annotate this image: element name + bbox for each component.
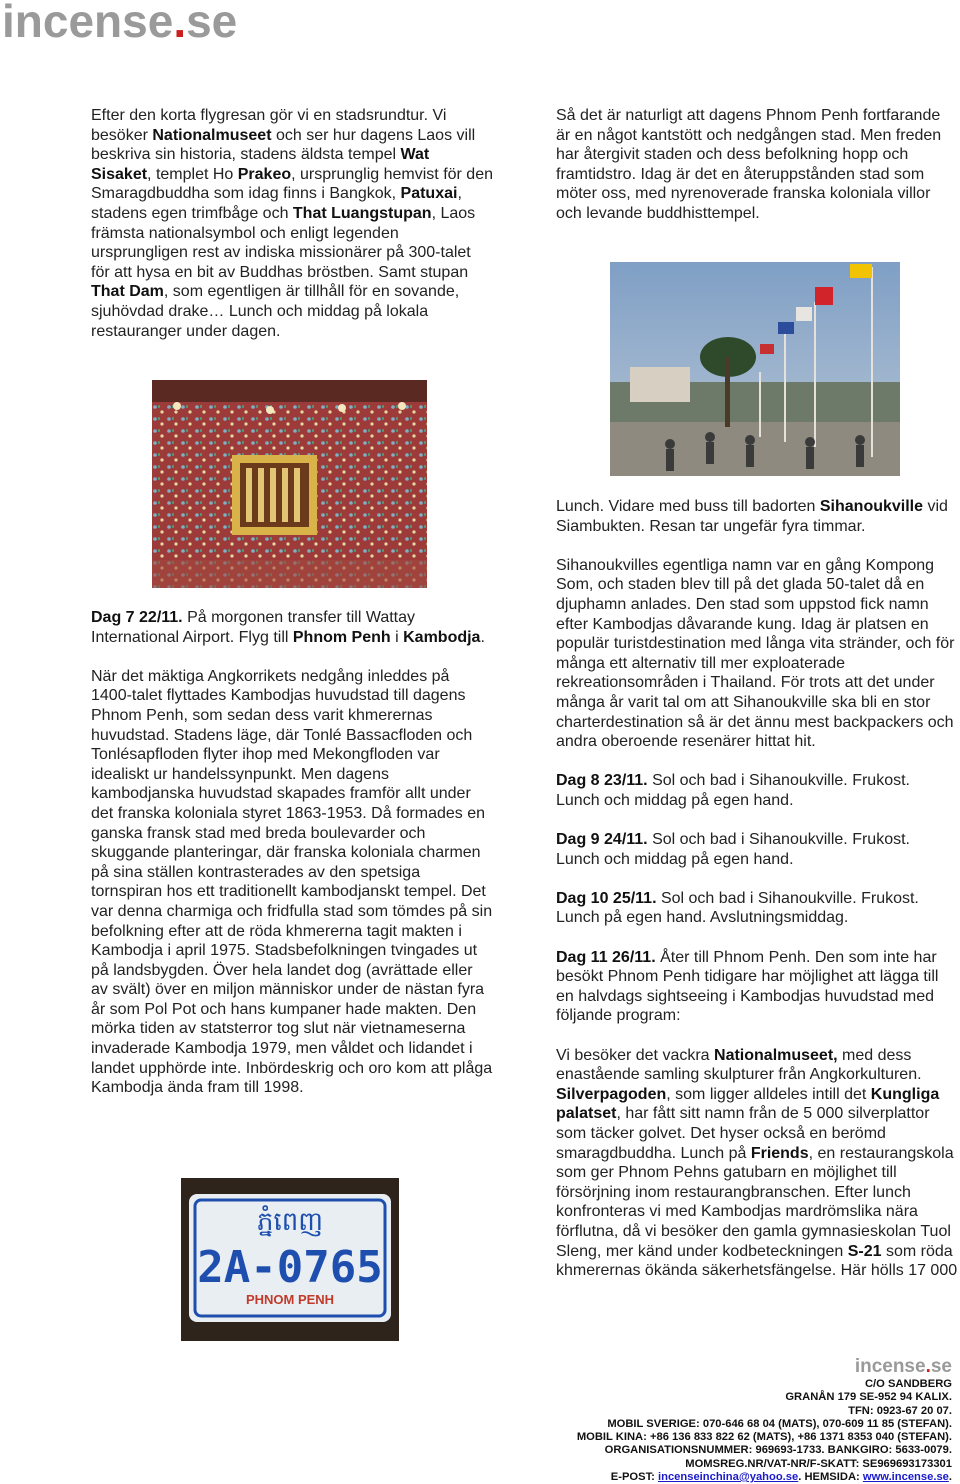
- text-run: , som egentligen är tillhåll för en sovande, sjuhövdad drake… Lunch och middag på lokala restauranger under dagen.: [91, 283, 460, 340]
- bold-run: Phnom Penh: [292, 628, 391, 646]
- day9-paragraph: [556, 830, 958, 869]
- plate-number: 2A-0765: [197, 1242, 383, 1293]
- text-run: med dess enastående samling skulpturer från Angkorkulturen.: [556, 1046, 922, 1084]
- text-run: Vi besöker det vackra: [556, 1046, 715, 1064]
- bold-run: Dag 9 24/11.: [556, 831, 648, 849]
- bold-run: Kambodja: [403, 628, 481, 646]
- day8-paragraph: [556, 771, 958, 810]
- bold-run: S-21: [847, 1242, 882, 1260]
- company-footer: [577, 1356, 952, 1484]
- bold-run: Nationalmuseet: [152, 126, 272, 144]
- phnom-penh-today-text: [556, 106, 958, 224]
- footer-contact-line: E-POST: incenseinchina@yahoo.se. HEMSIDA: www.incense.se.: [610, 1471, 952, 1484]
- bold-run: Patuxai: [400, 185, 458, 203]
- bold-run: Kungliga palatset: [556, 1085, 940, 1123]
- text-run: som röda khmerernas ökända säkerhetsfängelse. Här hölls 17 000: [556, 1242, 958, 1280]
- plate-city: PHNOM PENH: [245, 1292, 335, 1307]
- website-link[interactable]: www.incense.se: [862, 1471, 949, 1484]
- email-link[interactable]: incenseinchina@yahoo.se: [658, 1471, 799, 1484]
- sihanoukville-text: [556, 497, 958, 1281]
- temple-mosaic-photo: [152, 380, 427, 588]
- today-paragraph: Så det är naturligt att dagens Phnom Penh fortfarande är en något kantstött och nedgången stad. Men freden har återgivit staden och dess befolkning hopp och framtidstro. Idag är det en återuppstånden stad som möter oss, med nyrenoverade franska koloniala villor och levande buddhisttempel.: [556, 107, 942, 222]
- text-run: Åter till Phnom Penh. Den som inte har besökt Phnom Penh tidigare har möjlighet att lägga till en halvdags sightseeing i Kambodjas huvudstad med följande program:: [556, 948, 939, 1025]
- text-run: På morgonen transfer till Wattay International Airport. Flyg till: [91, 609, 416, 646]
- text-run: , har fått sitt namn från de 5 000 silverplattor som täcker golvet. Det hyser också en berömd smaragdbuddha. Lunch på: [556, 1105, 930, 1162]
- bold-run: That Dam: [91, 283, 164, 301]
- plate-script: ភ្នំពេញ: [256, 1207, 324, 1237]
- rich-paragraph: [91, 106, 493, 341]
- footer-line: MOBIL KINA: +86 136 833 822 62 (MATS), +86 1371 8353 040 (STEFAN).: [576, 1431, 952, 1444]
- bold-run: Nationalmuseet,: [714, 1046, 838, 1064]
- text-run: Efter den korta flygresan gör vi en stadsrundtur. Vi besöker: [91, 107, 447, 144]
- flags-boulevard-photo: [610, 262, 900, 476]
- footer-line: C/O SANDBERG: [864, 1378, 952, 1390]
- text-run: Sol och bad i Sihanoukville. Frukost. Lunch och middag på egen hand.: [556, 831, 910, 868]
- bold-run: Prakeo: [237, 165, 292, 183]
- footer-line: GRANÅN 179 SE-952 94 KALIX.: [785, 1391, 952, 1404]
- text-run: Sol och bad i Sihanoukville. Frukost. Lunch och middag på egen hand.: [556, 772, 910, 809]
- bold-run: Dag 7 22/11.: [91, 609, 183, 626]
- museum-paragraph: [556, 1046, 958, 1281]
- text-run: , som ligger alldeles intill det: [666, 1085, 871, 1103]
- footer-line: MOMSREG.NR/VAT-NR/F-SKATT: SE969693173301: [685, 1457, 952, 1470]
- sihanoukville-paragraph: Sihanoukvilles egentliga namn var en gång Kompong Som, och staden blev till på det glada 50-talet då en djuphamn anlades. Den stad som uppstod fick namn efter Kambodjas dåvarande kung. Idag är platsen en populär turistdestination med långa vita stränder, och för många ett alternativ till mer exploaterade rekreationsområden i Thailand. För trots att det under många år varit tal om att Sihanoukville ska bli en stor charterdestination så är det ännu mest backpackers och andra oberoende resenärer hittat hit.: [556, 556, 955, 751]
- text-run: , stadens egen trimfbåge och: [91, 185, 462, 222]
- text-run: , ursprunglig hemvist för den Smaragdbuddha som idag finns i Bangkok,: [91, 165, 493, 203]
- text-run: vid Siambukten. Resan tar ungefär fyra timmar.: [556, 498, 948, 535]
- site-logo: incense.se: [2, 0, 238, 47]
- text-run: Sol och bad i Sihanoukville. Frukost. Lunch på egen hand. Avslutningsmiddag.: [556, 889, 919, 927]
- footer-logo: incense.se: [854, 1356, 952, 1377]
- bold-run: Sihanoukville: [819, 498, 924, 515]
- text-run: , Laos främsta nationalsymbol och enligt legenden ursprungligen rest av indiska missionärer på 300-talet för att hysa en bit av Buddhas bröstben. Samt stupan: [91, 204, 476, 281]
- bold-run: Silverpagoden: [556, 1085, 667, 1103]
- bold-run: Dag 11 26/11.: [556, 948, 656, 966]
- footer-line: TFN: 0923-67 20 07.: [848, 1404, 952, 1417]
- bold-run: Wat Sisaket: [91, 146, 430, 183]
- bold-run: Dag 8 23/11.: [556, 772, 648, 790]
- lunch-paragraph: [556, 497, 958, 536]
- footer-line: MOBIL SVERIGE: 070-646 68 04 (MATS), 070-609 11 85 (STEFAN).: [607, 1417, 952, 1430]
- day11-paragraph: [556, 948, 958, 1026]
- day7-paragraph: [91, 608, 493, 647]
- text-run: , en restaurangskola som ger Phnom Pehns gatubarn en möjlighet till försörjning inom restaurangbranschen. Efter lunch konfronteras vi med Kambodjas mardrömslika nära förflutna, då vi besöker den gamla gymnasieskolan Tuol Sleng, mer känd under kodbeteckningen: [556, 1144, 954, 1260]
- text-run: , templet Ho: [147, 165, 238, 183]
- day10-paragraph: [556, 889, 958, 928]
- phnom-penh-history-text: [91, 608, 493, 1098]
- bold-run: Dag 10 25/11.: [556, 889, 657, 907]
- text-run: i: [390, 628, 404, 646]
- history-paragraph: När det mäktiga Angkorrikets nedgång inleddes på 1400-talet flyttades Kambodjas huvudstad till dagens Phnom Penh, som sedan dess varit khmerernas huvudstad. Stadens läge, där Tonlé Bassacfloden och Tonlésapfloden flyter ihop med Mekongfloden var idealiskt ur handelssynpunkt. Men dagens kambodjanska huvudstad skapades framför allt under det franska koloniala styret 1863-1953. Då formades en ganska fransk stad med breda boulevarder och skuggande planteringar, där franska koloniala charmen på sina ställen kontrasterades av den spetsiga tornspiran hos ett traditionellt kambodjanskt tempel. Det var denna charmiga och fridfulla stad som tömdes på sin befolkning efter att de röda khmererna tagit makten i Kambodja i april 1975. Stadsbefolkningen tvingades ut på landsbygden. Över hela landet dog (avrättade eller av svält) över en miljon människor under de nästan fyra år som Pol Pot och hans kumpaner hade makten. Den mörka tiden av statsterror tog slut när vietnameserna invaderade Kambodja 1979, men våldet och lidandet i landet upphörde inte. Inbördeskrig och oro kom att plåga Kambodja ända fram till 1998.: [91, 667, 493, 1097]
- footer-line: ORGANISATIONSNUMMER: 969693-1733. BANKGIRO: 5633-0079.: [604, 1444, 952, 1457]
- bold-run: Friends: [750, 1144, 809, 1162]
- text-run: och ser hur dagens Laos vill beskriva sin historia, stadens äldsta tempel: [91, 126, 476, 164]
- text-run: Lunch. Vidare med buss till badorten: [556, 498, 820, 515]
- intro-laos-text: [91, 106, 493, 341]
- bold-run: That Luangstupan: [292, 204, 432, 222]
- text-run: .: [480, 628, 485, 646]
- license-plate-photo: [181, 1178, 399, 1341]
